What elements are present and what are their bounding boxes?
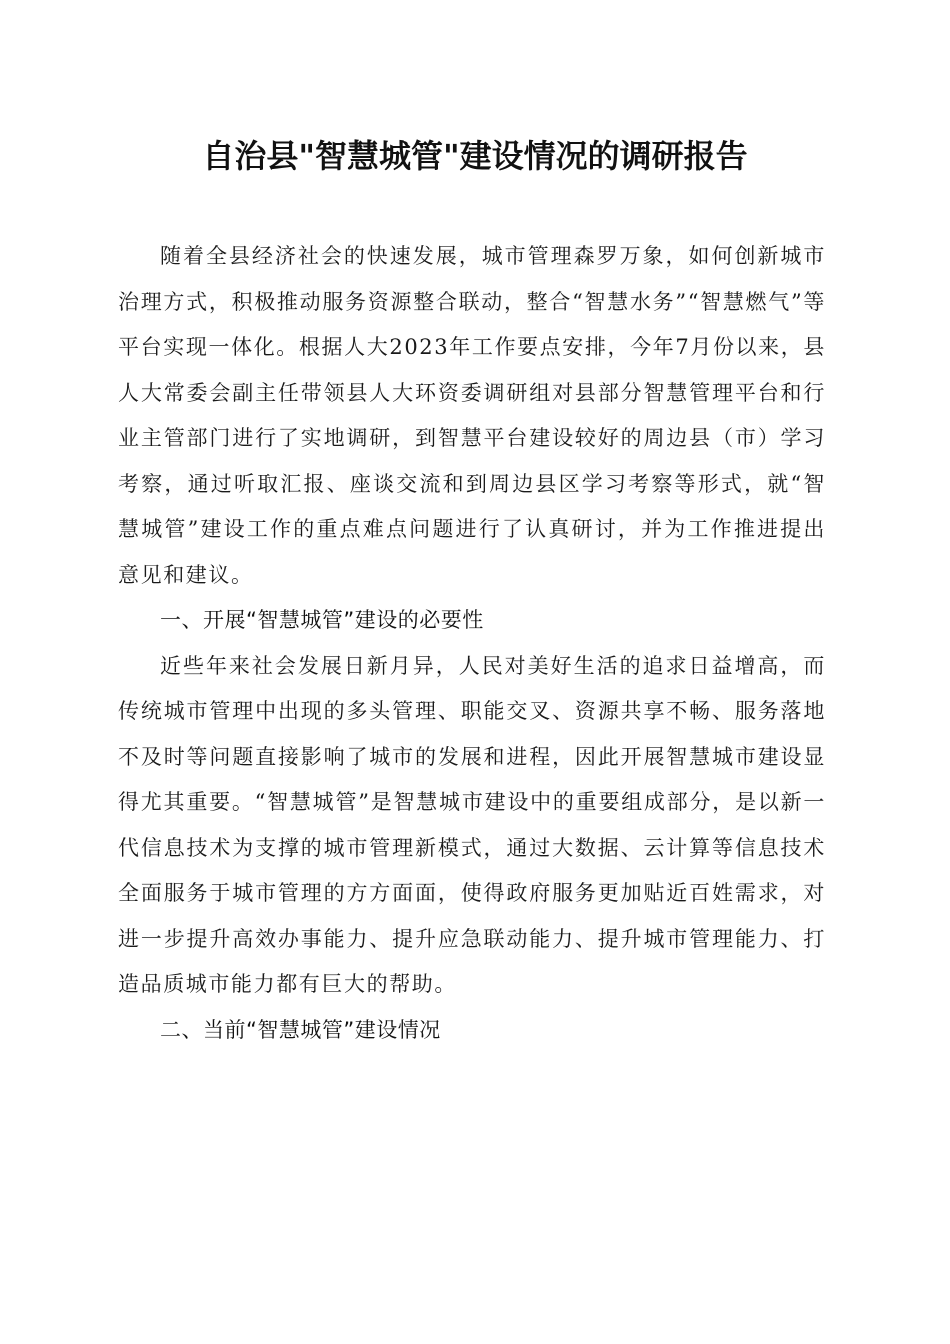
document-title: 自治县"智慧城管"建设情况的调研报告 bbox=[202, 137, 748, 175]
section-2-heading: 二、当前“智慧城管”建设情况 bbox=[160, 1017, 441, 1042]
section-1-heading: 一、开展“智慧城管”建设的必要性 bbox=[160, 608, 484, 632]
section-1-paragraph: 近些年来社会发展日新月异，人民对美好生活的追求日益增高，而传统城市管理中出现的多头管理、职能交叉、资源共享不畅、服务落地不及时等问题直接影响了城市的发展和进程，因此开展智慧城市建设显得尤其重要。“智慧城管”是智慧城市建设中的重要组成部分，是以新一代信息技术为支撑的城市管理新模式，通过大数据、云计算等信息技术全面服务于城市管理的方方面面，使得政府服务更加贴近百姓需求，对进一步提升高效办事能力、提升应急联动能力、提升城市管理能力、打造品质城市能力都有巨大的帮助。 bbox=[118, 653, 826, 996]
document-body bbox=[118, 234, 826, 1053]
intro-paragraph: 随着全县经济社会的快速发展，城市管理森罗万象，如何创新城市治理方式，积极推动服务资源整合联动，整合“智慧水务”“智慧燃气”等平台实现一体化。根据人大2023年工作要点安排，今年7月份以来，县人大常委会副主任带领县人大环资委调研组对县部分智慧管理平台和行业主管部门进行了实地调研，到智慧平台建设较好的周边县（市）学习考察，通过听取汇报、座谈交流和到周边县区学习考察等形式，就“智慧城管”建设工作的重点难点问题进行了认真研讨，并为工作推进提出意见和建议。 bbox=[118, 244, 826, 587]
